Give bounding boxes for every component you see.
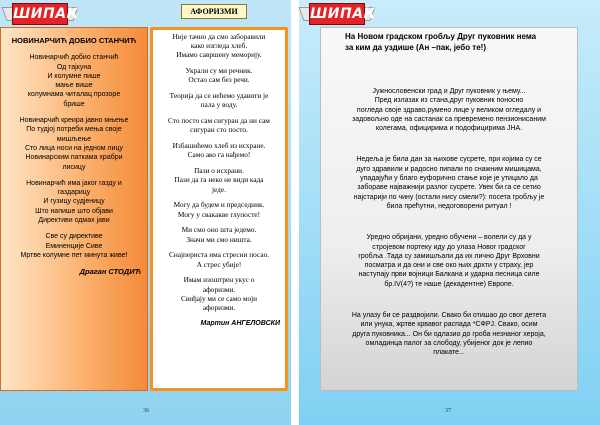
- page-number-left: 36: [143, 408, 149, 414]
- poem-stanza: Све су директиве Еминенције Сиве Мртве колумне пет минута живе!: [20, 233, 128, 259]
- sipak-logo: [4, 3, 79, 25]
- article-paragraph: Јужнословенски град и Друг пуковник у њему... Пред излазак из стана,друг пуковник поносно погледа своје здраво,румено лице у великом огледалу и задовољно оде на састанак са превремено пензионисаним колегама, официрима и подофицирима ЈНА.: [352, 88, 546, 133]
- aphorism: Ми смо оно шта једемо. Значи ми смо ништа.: [181, 225, 257, 244]
- section-label: АФОРИЗМИ: [181, 4, 247, 19]
- poem-title: НОВИНАРЧИЋ ДОБИО СТАНЧИЋ: [11, 36, 137, 45]
- aphorism: Имам изоштрен укус о афоризми. Свиђају ми се само моји афоризми.: [180, 275, 258, 313]
- article: [320, 27, 578, 391]
- article-paragraph: Уредно обријани, уредно обучени – волели су да у стројевом портеку иду до улаза Новог градског гробља .Тада су замишљали да их лично Друг Врховни посматра и да они и све око њих дрхти у страху, јер наступају први војници Балкана и ударна песница силе бр.IV(4?) те наше (декадентне) Европе.: [358, 234, 540, 288]
- left-page: [0, 0, 291, 425]
- poem-stanza: Новинарчић добио станчић Од тајкуна И колумне пише мање више колумнама читалац прозоре брише: [27, 54, 121, 108]
- article-paragraph: На улазу би се раздвојили. Свако би отишао до свог детета или унука, жртве крвавог распада *СФРЈ. Свако, осим друга пуковника... Он би одлазио до гроба незнаног хероја, омладинца палог за слободу, убијеног док је лепио плакате...: [351, 312, 547, 357]
- page-number-right: 37: [445, 408, 451, 414]
- poem-stanzas: [5, 53, 143, 260]
- aphorism: Снајпериста има стресни посао. А стрес убије!: [168, 250, 270, 269]
- aphorism: Теорија да се нећемо удавити је пала у воду.: [169, 91, 269, 110]
- aphorism: Није тачно да смо заборавили како изгледа хлеб. Имамо савршену меморију.: [172, 32, 266, 60]
- logo-text-right: ШИПАК: [309, 3, 365, 25]
- aphorisms-column: [150, 27, 288, 391]
- aphorisms-author: Мартин АНГЕЛОВСКИ: [200, 319, 280, 327]
- poem-author: Драган СТОДИЋ: [79, 267, 141, 277]
- aphorism: Пази о исхрани. Пази да га неко не види када једе.: [174, 166, 264, 194]
- article-body: [335, 87, 563, 358]
- aphorism: Сто посто сам сигуран да ни сам сигуран сто посто.: [168, 116, 270, 135]
- right-page: [299, 0, 600, 425]
- aphorism: Могу да будем и председник. Могу у свакакве глупосте!: [173, 200, 265, 219]
- poem-stanza: Новинарчић креира јавно мњење По тудјој потреби мења своје мишљење Сто лица носи на једном лицу Новинарским паткама храбри лисицу: [19, 117, 129, 171]
- logo-text: ШИПАК: [12, 3, 68, 25]
- aphorism: Избашићемо хлеб из исхране. Само ако га нађемо!: [172, 141, 266, 160]
- sipak-logo-right: [301, 3, 376, 25]
- poem-column: [0, 27, 148, 391]
- article-title: На Новом градском гробљу Друг пуковник нема за ким да уздише (Ан –пак, јебо те!): [345, 32, 537, 52]
- aphorism-list: [158, 32, 280, 312]
- aphorism: Украли су ми речник. Остао сам без речи.: [185, 66, 253, 85]
- poem-stanza: Новинарчић има јаког газду и газдарицу И гузицу судјеницу Што напише што објави Директиви одмах јави: [26, 179, 122, 225]
- article-paragraph: Недеља је била дан за њихове сусрете, при којима су се дуго здравили и радосно пипали по снажним мишицама, упадајући у благо еуфорично стање које је утицало да забораве најважнији разлог сусрете. Увек би га се сетио најстарији по чину (остали нису смели?): посета гробљу је била прећутни, недоговорени ритуал !: [353, 156, 545, 210]
- page-gutter: [291, 0, 299, 425]
